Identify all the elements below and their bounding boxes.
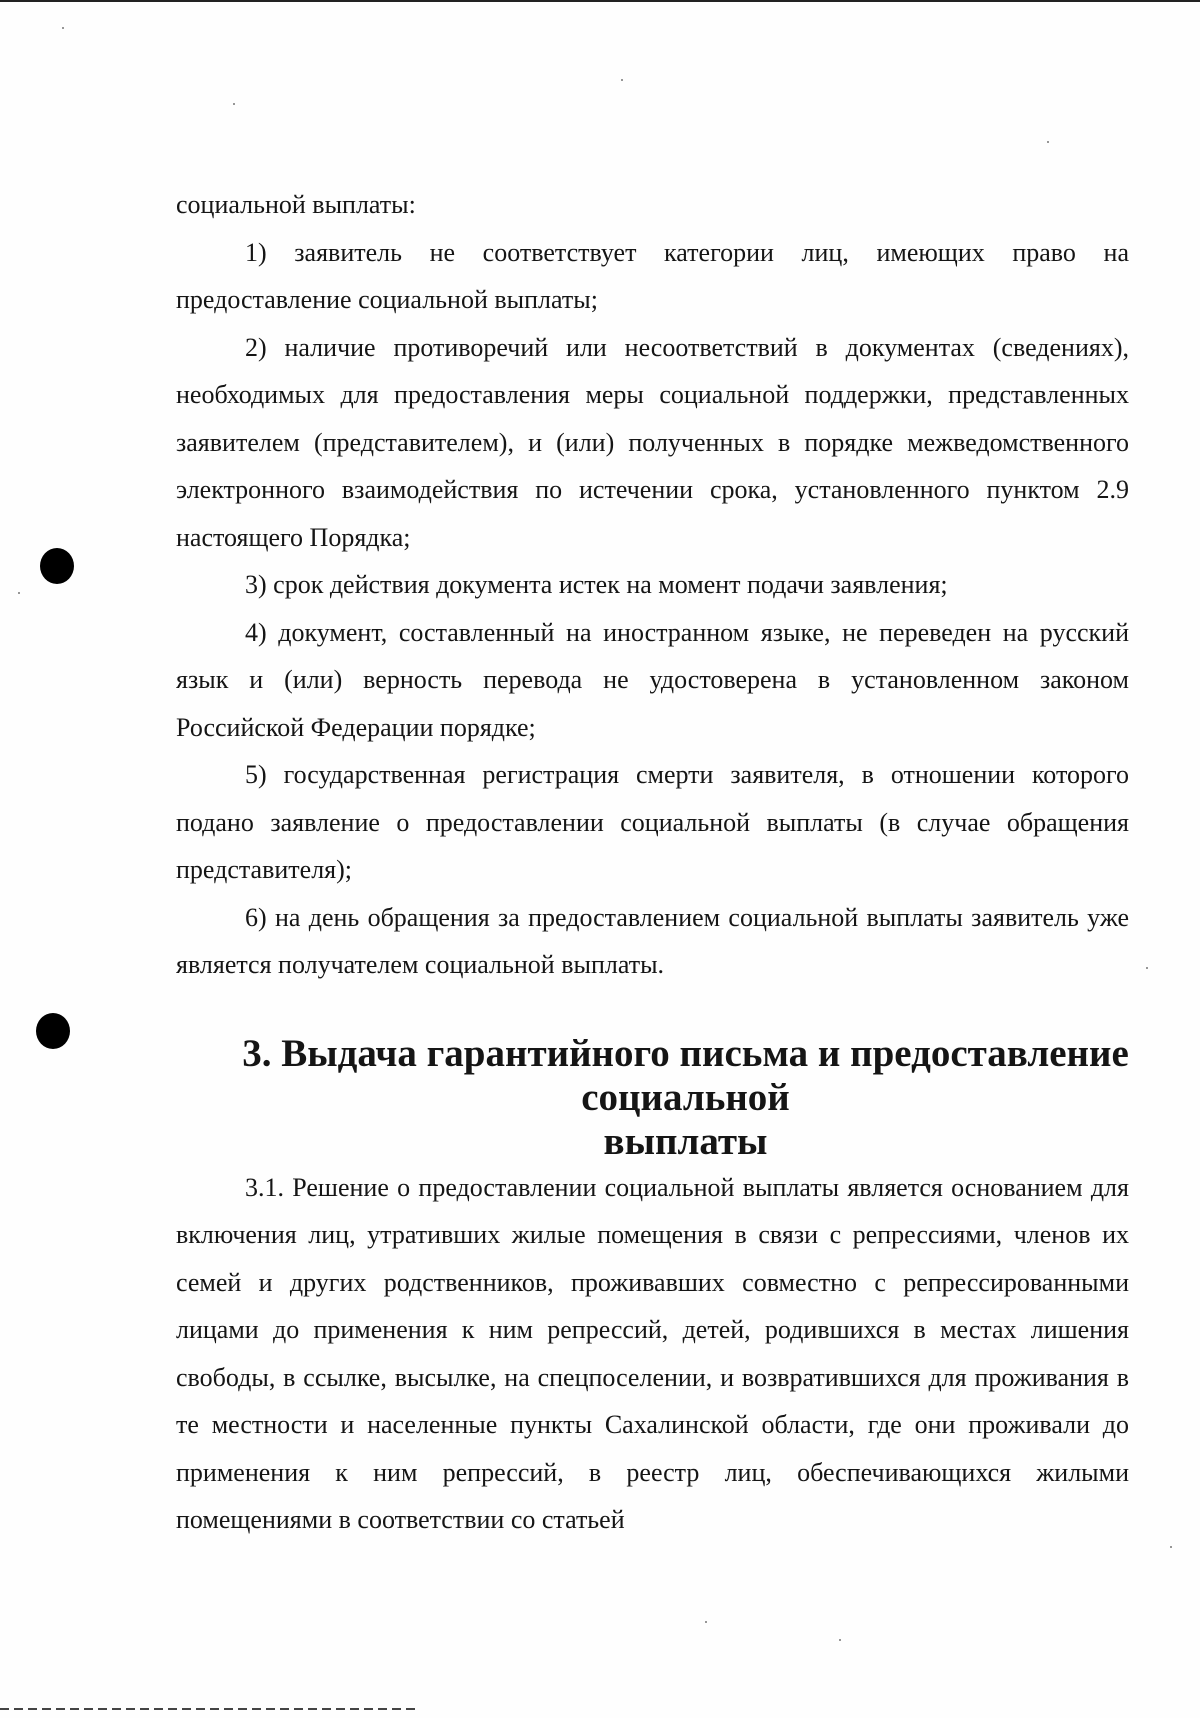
- list-item-2: 2) наличие противоречий или несоответствий в документах (сведениях), необходимых для предоставления меры социальной поддержки, представленных заявителем (представителем), и (или) полученных в порядке межведомственного электронного взаимодействия по истечении срока, установленного пунктом 2.9 настоящего Порядка;: [176, 332, 1129, 552]
- list-item-4: 4) документ, составленный на иностранном языке, не переведен на русский язык и (или) верность перевода не удостоверена в установленном законом Российской Федерации порядке;: [176, 617, 1129, 742]
- scan-speck: [1047, 141, 1049, 143]
- list-item-6: 6) на день обращения за предоставлением социальной выплаты заявитель уже является получателем социальной выплаты.: [176, 902, 1129, 979]
- list-item-5: 5) государственная регистрация смерти заявителя, в отношении которого подано заявление о предоставлении социальной выплаты (в случае обращения представителя);: [176, 760, 1129, 884]
- section-heading-line-2: выплаты: [603, 1119, 768, 1163]
- punch-hole-lower: [36, 1013, 70, 1049]
- document-body: [176, 181, 1129, 1544]
- list-item-1: 1) заявитель не соответствует категории лиц, имеющих право на предоставление социальной выплаты;: [176, 237, 1129, 314]
- scan-speck: [621, 79, 623, 81]
- list-item-3: 3) срок действия документа истек на момент подачи заявления;: [245, 570, 948, 599]
- section-heading-line-1: 3. Выдача гарантийного письма и предоставление социальной: [242, 1031, 1129, 1119]
- scan-speck: [705, 1621, 707, 1623]
- scan-edge-top: [0, 0, 1200, 2]
- scan-edge-bottom: [0, 1708, 420, 1710]
- paragraph-intro: социальной выплаты:: [176, 190, 416, 219]
- punch-hole-upper: [40, 548, 74, 584]
- scan-speck: [1146, 967, 1148, 969]
- scan-speck: [62, 27, 64, 29]
- scan-speck: [1170, 1546, 1172, 1548]
- scan-speck: [233, 103, 235, 105]
- scan-speck: [18, 592, 20, 594]
- scan-speck: [839, 1639, 841, 1641]
- paragraph-3-1: 3.1. Решение о предоставлении социальной выплаты является основанием для включения лиц, утративших жилые помещения в связи с репрессиями, членов их семей и других родственников, проживавших совместно с репрессированными лицами до применения к ним репрессий, детей, родившихся в местах лишения свободы, в ссылке, высылке, на спецпоселении, и возвратившихся для проживания в те местности и населенные пункты Сахалинской области, где они проживали до применения к ним репрессий, в реестр лиц, обеспечивающихся жилыми помещениями в соответствии со статьей: [176, 1172, 1129, 1534]
